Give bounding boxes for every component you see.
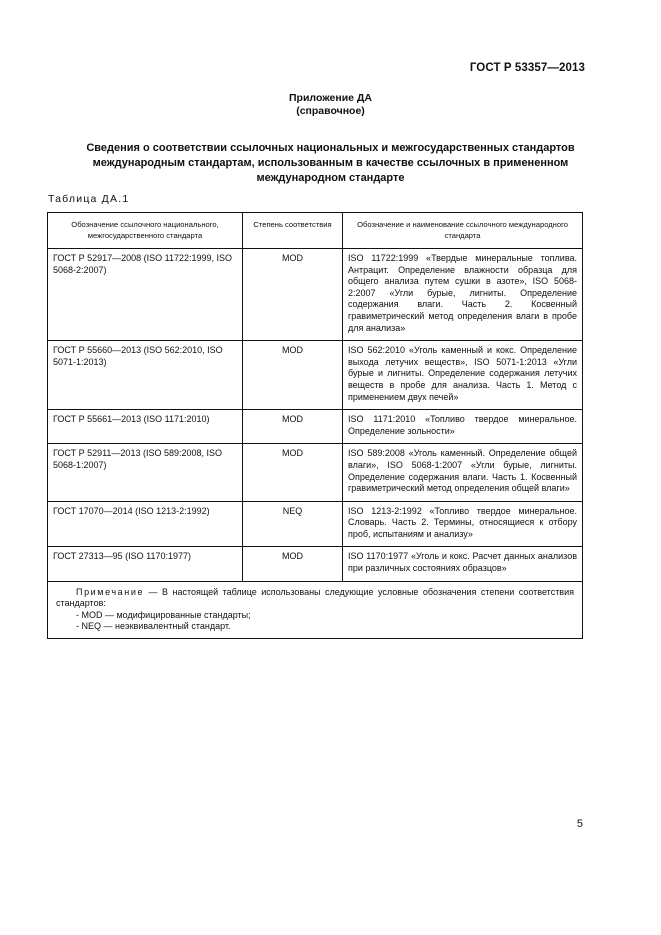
international-standard-cell: ISO 1171:2010 «Топливо твердое минеральное. Определение зольности» [343, 410, 583, 444]
national-standard-cell: ГОСТ 17070—2014 (ISO 1213-2:1992) [48, 501, 243, 547]
national-standard-cell: ГОСТ Р 52917—2008 (ISO 11722:1999, ISO 5068-2:2007) [48, 249, 243, 341]
international-standard-cell: ISO 11722:1999 «Твердые минеральные топлива. Антрацит. Определение влажности образца для общего анализа путем сушки в азоте», ISO 5068-2:2007 «Угли бурые, лигниты. Определение содержания влаги. Часть 2. Косвенный гравиметрический метод определения влаги в пробе для анализа» [343, 249, 583, 341]
national-standard-cell: ГОСТ Р 52911—2013 (ISO 589:2008, ISO 5068-1:2007) [48, 444, 243, 501]
table-note-row [48, 581, 583, 638]
note-label: Примечание [76, 586, 145, 597]
table-note [48, 581, 583, 638]
standard-code-header: ГОСТ Р 53357—2013 [469, 62, 585, 74]
table-caption: Таблица ДА.1 [48, 193, 130, 205]
international-standard-cell: ISO 562:2010 «Уголь каменный и кокс. Определение выхода летучих веществ», ISO 5071-1:2013 «Угли бурые и лигниты. Определение содержания летучих веществ в пробе для анализа. Часть 1. Метод с применением двух печей» [343, 341, 583, 410]
degree-cell: NEQ [243, 501, 343, 547]
international-standard-cell: ISO 589:2008 «Уголь каменный. Определение общей влаги», ISO 5068-1:2007 «Угли бурые, лигниты. Определение содержания влаги. Часть 1. Косвенный гравиметрический метод определения общей влаги» [343, 444, 583, 501]
international-standard-cell: ISO 1170:1977 «Уголь и кокс. Расчет данных анализов при различных состояниях образцов» [343, 547, 583, 581]
section-heading: Сведения о соответствии ссылочных национальных и межгосударственных стандартов международным стандартам, использованным в качестве ссылочных в примененном международном стандарте [86, 142, 575, 184]
degree-cell: MOD [243, 249, 343, 341]
national-standard-cell: ГОСТ 27313—95 (ISO 1170:1977) [48, 547, 243, 581]
table-row [48, 249, 583, 341]
table-header-row [48, 213, 583, 249]
international-standard-cell: ISO 1213-2:1992 «Топливо твердое минеральное. Словарь. Часть 2. Термины, относящиеся к отбору проб, испытаниям и анализу» [343, 501, 583, 547]
table-row [48, 501, 583, 547]
table-row [48, 547, 583, 581]
annex-title: Приложение ДА [289, 92, 372, 104]
note-paragraph [56, 587, 574, 610]
national-standard-cell: ГОСТ Р 55660—2013 (ISO 562:2010, ISO 5071-1:2013) [48, 341, 243, 410]
note-text: — В настоящей таблице использованы следующие условные обозначения степени соответствия стандартов: [56, 586, 574, 609]
national-standard-cell: ГОСТ Р 55661—2013 (ISO 1171:2010) [48, 410, 243, 444]
annex-subtitle: (справочное) [296, 105, 365, 117]
degree-cell: MOD [243, 444, 343, 501]
page-number: 5 [576, 818, 583, 830]
degree-cell: MOD [243, 410, 343, 444]
table-row [48, 444, 583, 501]
note-item-mod: - MOD — модифицированные стандарты; [76, 609, 251, 620]
column-header-national: Обозначение ссылочного национального, межгосударственного стандарта [48, 213, 243, 249]
note-item-neq: - NEQ — неэквивалентный стандарт. [76, 621, 231, 632]
degree-cell: MOD [243, 547, 343, 581]
degree-cell: MOD [243, 341, 343, 410]
table-row [48, 410, 583, 444]
table-row [48, 341, 583, 410]
correspondence-table [47, 212, 583, 639]
column-header-international: Обозначение и наименование ссылочного международного стандарта [343, 213, 583, 249]
column-header-degree: Степень соответствия [243, 213, 343, 249]
